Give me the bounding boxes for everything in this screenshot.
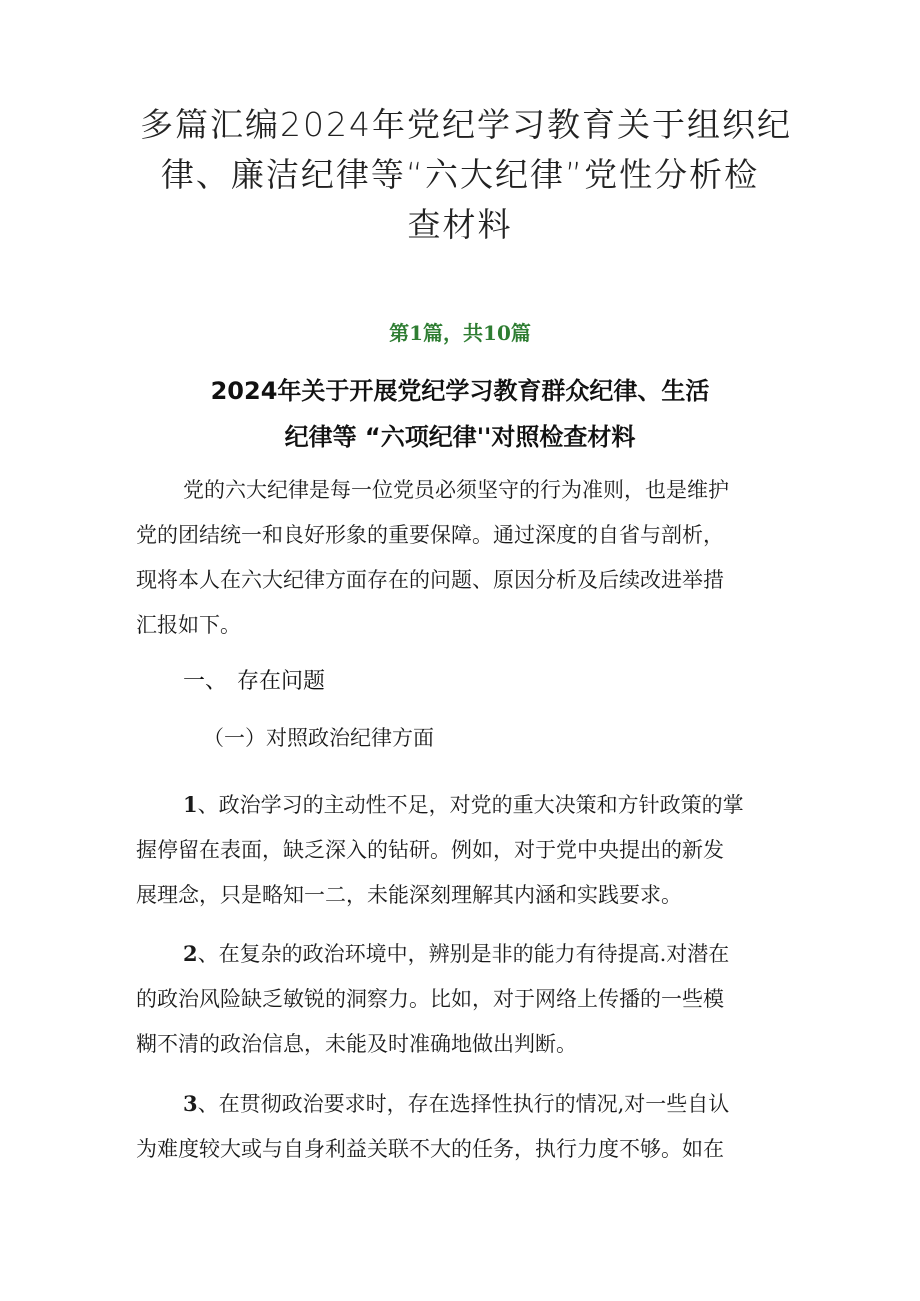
list-item xyxy=(136,782,796,918)
paragraph-line: 、在贯彻政治要求时，存在选择性执行的情况,对一些自认 xyxy=(197,1092,730,1116)
paragraph-line: 的政治风险缺乏敏锐的洞察力。比如，对于网络上传播的一些模 xyxy=(136,987,724,1011)
paragraph-line: 为难度较大或与自身利益关联不大的任务，执行力度不够。如在 xyxy=(136,1137,724,1161)
paragraph-line: 现将本人在六大纪律方面存在的问题、原因分析及后续改进举措 xyxy=(136,568,724,592)
paragraph-line: 、在复杂的政治环境中，辨别是非的能力有待提高.对潜在 xyxy=(197,942,730,966)
paragraph-line: 握停留在表面，缺乏深入的钻研。例如，对于党中央提出的新发 xyxy=(136,838,724,862)
article-title xyxy=(120,368,800,460)
main-title-line: 多篇汇编2024年党纪学习教育关于组织纪 xyxy=(140,105,792,144)
section-heading-text: 存在问题 xyxy=(237,669,326,694)
main-title-line: 查材料 xyxy=(407,205,513,244)
section-label: 第1篇，共10篇 xyxy=(389,321,531,345)
main-title xyxy=(140,100,792,250)
paragraph-line: 展理念，只是略知一二，未能深刻理解其内涵和实践要求。 xyxy=(136,883,682,907)
article-title-line: 2024年关于开展党纪学习教育群众纪律、生活 xyxy=(210,377,710,405)
paragraph-line: 、政治学习的主动性不足，对党的重大决策和方针政策的掌 xyxy=(197,793,744,817)
paragraph-line: 党的六大纪律是每一位党员必须坚守的行为准则，也是维护 xyxy=(183,478,729,502)
article-title-line: 纪律等 “六项纪律''对照检查材料 xyxy=(284,423,636,451)
subsection-heading: （一）对照政治纪律方面 xyxy=(203,726,434,750)
paragraph-line: 糊不清的政治信息，未能及时准确地做出判断。 xyxy=(136,1032,577,1056)
list-item xyxy=(136,931,796,1067)
section-heading xyxy=(183,664,325,695)
paragraph-line: 汇报如下。 xyxy=(136,613,241,637)
item-number: 2 xyxy=(183,941,198,966)
item-number: 1 xyxy=(183,792,198,817)
main-title-line: 律、廉洁纪律等“六大纪律”党性分析检 xyxy=(160,155,760,194)
paragraph-line: 党的团结统一和良好形象的重要保障。通过深度的自省与剖析， xyxy=(136,523,724,547)
intro-paragraph xyxy=(136,468,796,648)
section-heading-number: 一、 xyxy=(183,669,228,694)
item-number: 3 xyxy=(183,1091,198,1116)
list-item xyxy=(136,1081,796,1172)
